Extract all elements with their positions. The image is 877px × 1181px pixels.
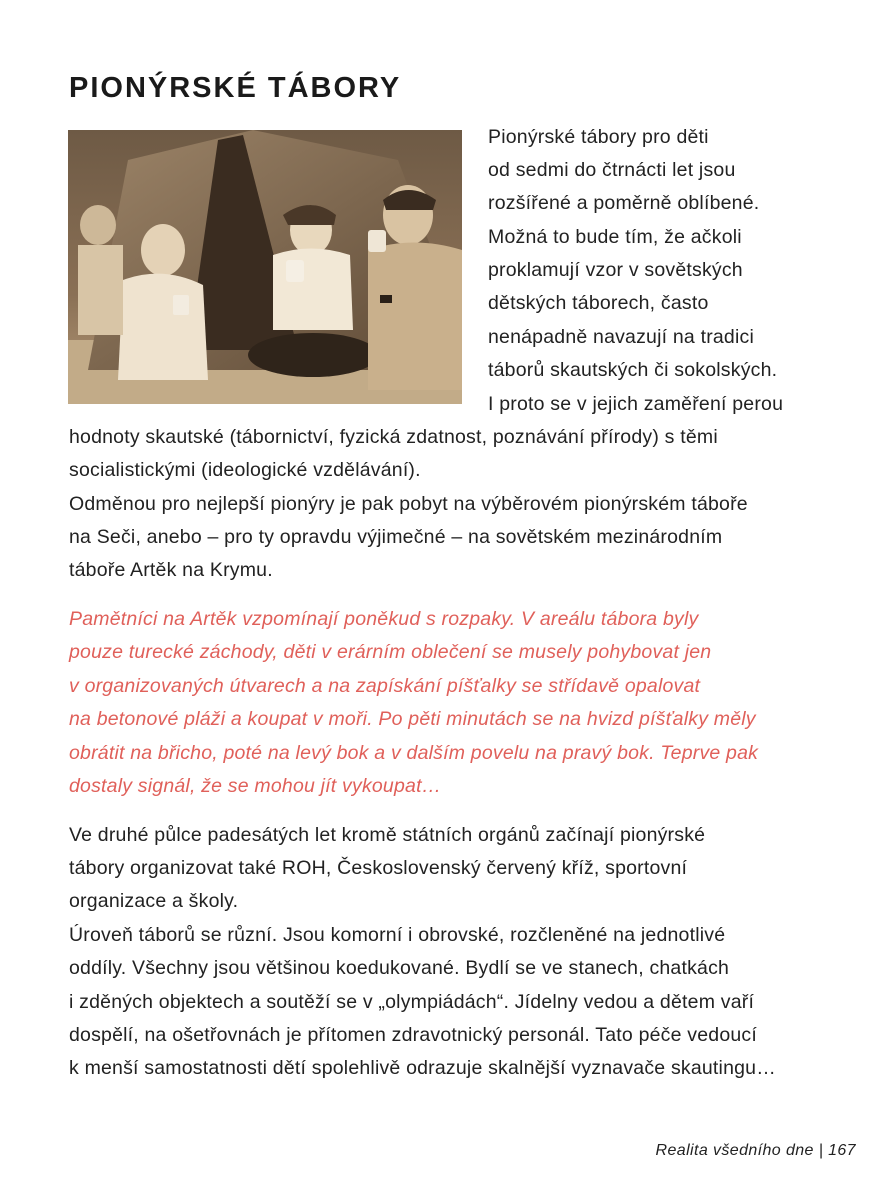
body-line: Úroveň táborů se různí. Jsou komorní i obrovské, rozčleněné na jednotlivé xyxy=(69,924,726,946)
intro-line: proklamují vzor v sovětských xyxy=(488,259,743,281)
body-line: na Seči, anebo – pro ty opravdu výjimečné – na sovětském mezinárodním xyxy=(69,526,723,548)
quote-line: obrátit na břicho, poté na levý bok a v dalším povelu na pravý bok. Teprve pak xyxy=(69,742,759,764)
quote-line: Pamětníci na Artěk vzpomínají poněkud s rozpaky. V areálu tábora byly xyxy=(69,608,699,630)
body-line: táboře Artěk na Krymu. xyxy=(69,559,273,581)
intro-line: Pionýrské tábory pro děti xyxy=(488,126,709,148)
intro-line: dětských táborech, často xyxy=(488,292,709,314)
intro-line: rozšířené a poměrně oblíbené. xyxy=(488,192,760,214)
quote-line: v organizovaných útvarech a na zapískání píšťalky se střídavě opalovat xyxy=(69,675,701,697)
camp-photo xyxy=(68,130,462,404)
body-line: i zděných objektech a soutěží se v „olympiádách“. Jídelny vedou a dětem vaří xyxy=(69,991,755,1013)
intro-line: Možná to bude tím, že ačkoli xyxy=(488,226,742,248)
page-title: PIONÝRSKÉ TÁBORY xyxy=(69,72,402,104)
body-line: tábory organizovat také ROH, Československý červený kříž, sportovní xyxy=(69,857,688,879)
quote-line: dostaly signál, že se mohou jít vykoupat… xyxy=(69,775,442,797)
intro-line: od sedmi do čtrnácti let jsou xyxy=(488,159,736,181)
body-line: socialistickými (ideologické vzdělávání). xyxy=(69,459,421,481)
body-line: Ve druhé půlce padesátých let kromě státních orgánů začínají pionýrské xyxy=(69,824,706,846)
quote-line: na betonové pláži a koupat v moři. Po pěti minutách se na hvizd píšťalky měly xyxy=(69,708,756,730)
body-line: hodnoty skautské (tábornictví, fyzická zdatnost, poznávání přírody) s těmi xyxy=(69,426,718,448)
quote-line: pouze turecké záchody, děti v erárním oblečení se musely pohybovat jen xyxy=(69,641,712,663)
intro-line: I proto se v jejich zaměření perou xyxy=(488,393,784,415)
intro-line: nenápadně navazují na tradici xyxy=(488,326,754,348)
body-line: k menší samostatnosti dětí spolehlivě odrazuje skalnější vyznavače skautingu… xyxy=(69,1057,776,1079)
intro-line: táborů skautských či sokolských. xyxy=(488,359,778,381)
body-line: organizace a školy. xyxy=(69,890,239,912)
body-line: Odměnou pro nejlepší pionýry je pak pobyt na výběrovém pionýrském táboře xyxy=(69,493,748,515)
body-line: oddíly. Všechny jsou většinou koedukované. Bydlí se ve stanech, chatkách xyxy=(69,957,730,979)
page-footer: Realita všedního dne | 167 xyxy=(655,1142,856,1159)
body-line: dospělí, na ošetřovnách je přítomen zdravotnický personál. Tato péče vedoucí xyxy=(69,1024,757,1046)
